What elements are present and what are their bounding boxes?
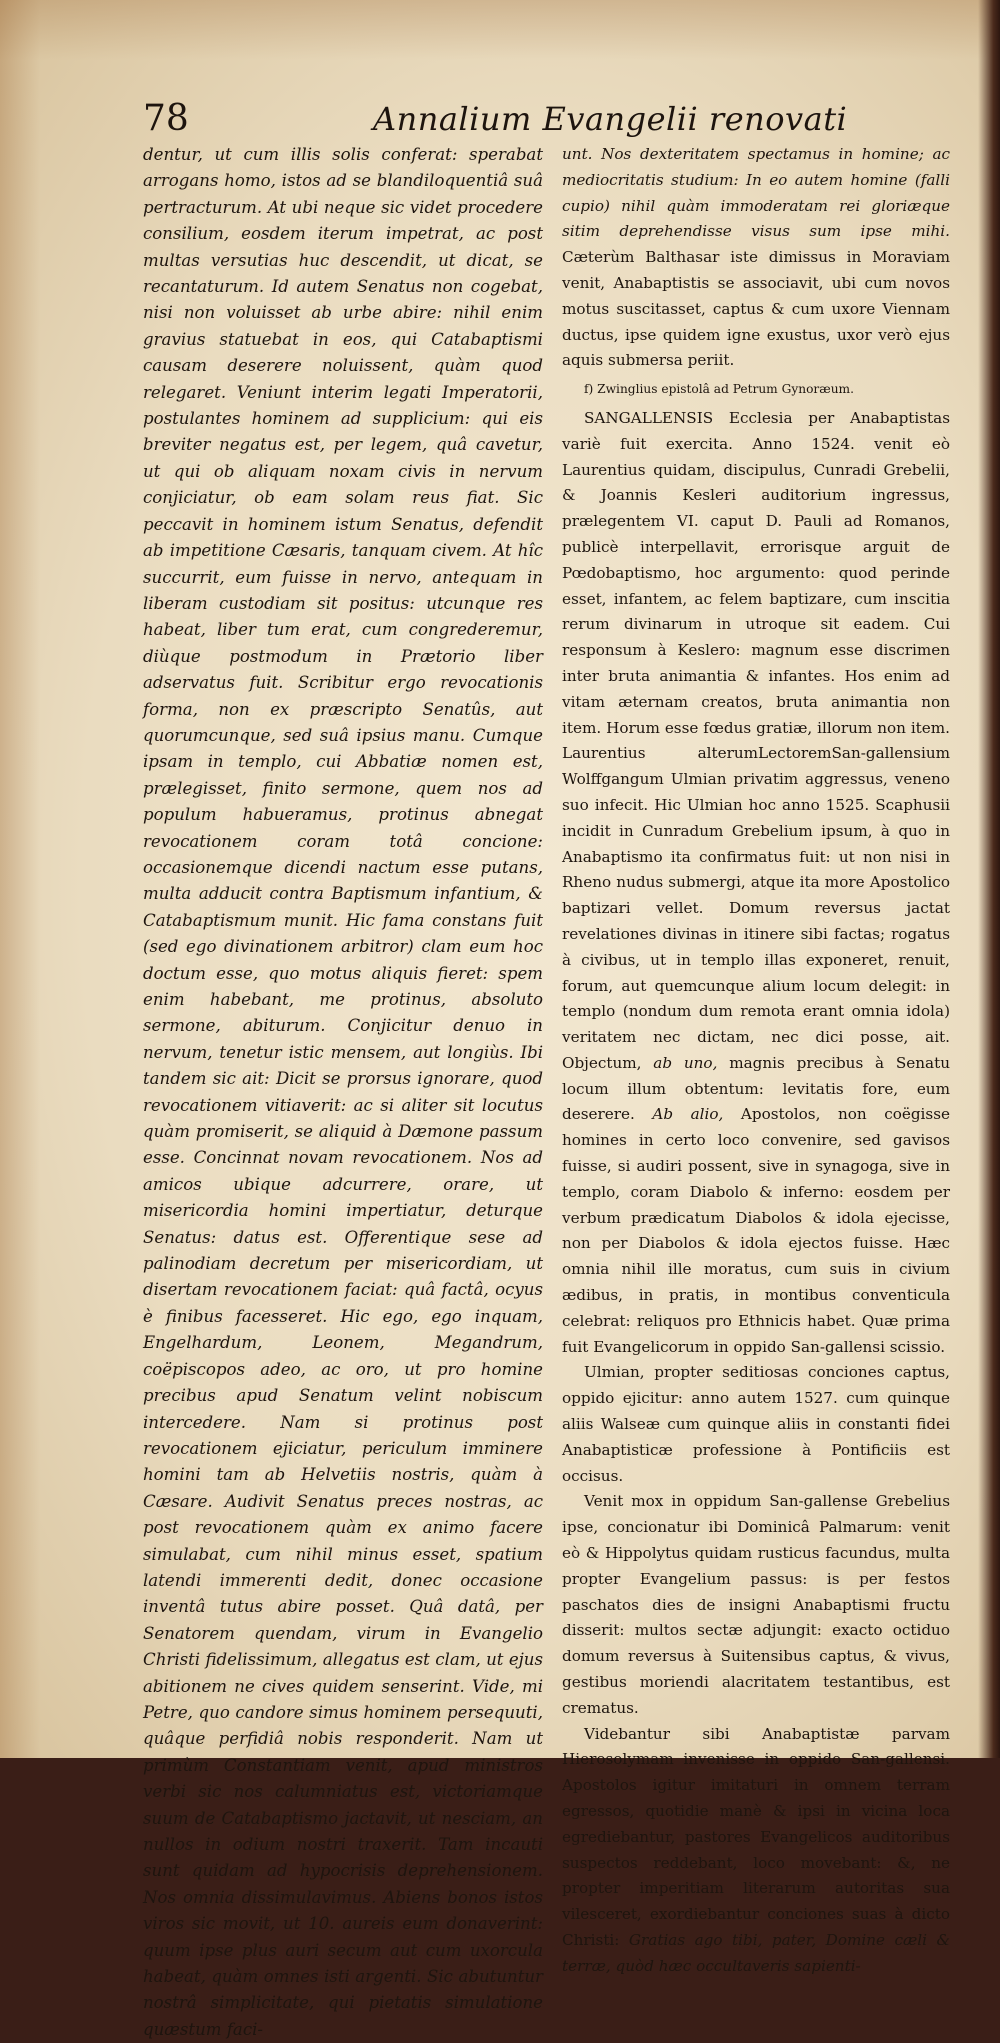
paragraph-2-italic-2: Ab alio, [634,1105,724,1124]
left-column [143,142,543,2039]
paragraph-2-a: SANGALLENSIS Ecclesia per Anabaptistas variè fuit exercita. Anno 1524. venit eò Laurentius quidam, discipulus, Cunradi Grebelii, & Joannis Kesleri auditorium ingressus, prælegentem VI. caput D. Pauli ad Romanos, publicè interpellavit, errorisque arguit de Pœdobaptismo, hoc argumento: quod perinde esset, infantem, ac felem baptizare, cum inscitia rerum divinarum in utroque sit eadem. Cui responsum à Keslero: magnum esse discrimen inter bruta animantia & infantes. Hos enim ad vitam æternam creatos, bruta animantia non item. Horum esse fœdus gratiæ, illorum non item. Laurentius alterumLectoremSan-gallensium Wolffgangum Ulmian privatim aggressus, veneno suo infecit. Hic Ulmian hoc anno 1525. Scaphusii incidit in Cunradum Grebelium ipsum, à quo in Anabaptismo ita confirmatus fuit: ut non nisi in Rheno nudus submergi, atque ita more Apostolico baptizari vellet. Domum reversus jactat revelationes divinas in itinere sibi factas; rogatus à civibus, ut in templo illas exponeret, renuit, forum, aut quemcunque alium locum delegit: in templo (nondum dum remota erant omnia idola) veritatem nec dictam, nec dici posse, ait. Objectum, [562,408,950,1072]
footnote: f) Zwinglius epistolâ ad Petrum Gynoræum. [584,382,854,397]
paragraph-2-italic-1: ab uno, [641,1053,718,1072]
paragraph-3: Ulmian, propter seditiosas conciones captus, oppido ejicitur: anno autem 1527. cum quinque aliis Walseæ cum quinque aliis in constanti fidei Anabaptisticæ professione à Pontificiis est occisus. [562,1363,950,1485]
page-number: 78 [143,98,189,139]
paragraph-5-a: Videbantur sibi Anabaptistæ parvam Hierosolymam invenisse in oppido San-gallensi. Apostolos igitur imitaturi in omnem terram egressos, quotidie manè & ipsi in vicina loca egrediebantur, pastores Evangelicos auditoribus suspectos reddebant, loco movebant: &, ne propter imperitiam literarum autoritas sua vilesceret, exordiebantur conciones suas à dicto Christi: [562,1724,950,1949]
paragraph-5 [562,1722,950,1980]
paragraph-5-italic: Gratias ago tibi, pater, Domine cæli & terræ, quòd hæc occultaveris sapienti- [562,1930,950,1975]
paragraph-4: Venit mox in oppidum San-gallense Grebelius ipse, concionatur ibi Dominicâ Palmarum: venit eò & Hippolytus quidam rusticus facundus, multa propter Evangelium passus: is per festos paschatos dies de insigni Anabaptismi fructu disserit: multos sectæ adjungit: exacto octiduo domum reversus à Suitensibus captus, & vivus, gestibus moriendi alacritatem testantibus, est crematus. [562,1492,950,1717]
page-binding-edge [978,0,1000,1758]
paragraph-1-roman: Cæterùm Balthasar iste dimissus in Moraviam venit, Anabaptistis se associavit, ubi cum novos motus suscitasset, captus & cum uxore Viennam ductus, ipse quidem igne exustus, uxor verò ejus aquis submersa periit. [562,248,950,370]
running-head: Annalium Evangelii renovati [373,100,848,138]
left-column-text: dentur, ut cum illis solis conferat: sperabat arrogans homo, istos ad se blandiloquentiâ suâ pertracturum. At ubi neque sic videt procedere consilium, eosdem iterum impetrat, ac post multas versutias huc descendit, ut dicat, se recantaturum. Id autem Senatus non cogebat, nisi non voluisset ab urbe abire: nihil enim gravius statuebat in eos, qui Catabaptismi causam deserere noluissent, quàm quod relegaret. Veniunt interim legati Imperatorii, postulantes hominem ad supplicium: qui eis breviter negatus est, per legem, quâ cavetur, ut qui ob aliquam noxam civis in nervum conjiciatur, ob eam solam reus fiat. Sic peccavit in hominem istum Senatus, defendit ab impetitione Cæsaris, tanquam civem. At hîc succurrit, eum fuisse in nervo, antequam in liberam custodiam sit positus: utcunque res habeat, liber tum erat, cum congrederemur, diùque postmodum in Prætorio liber adservatus fuit. Scribitur ergo revocationis forma, non ex præscripto Senatûs, aut quorumcunque, sed suâ ipsius manu. Cumque ipsam in templo, cui Abbatiæ nomen est, prælegisset, finito sermone, quem nos ad populum habueramus, protinus abnegat revocationem coram totâ concione: occasionemque dicendi nactum esse putans, multa adducit contra Baptismum infantium, & Catabaptismum munit. Hic fama constans fuit (sed ego divinationem arbitror) clam eum hoc doctum esse, quo motus aliquis fieret: spem enim habebant, me protinus, absoluto sermone, abiturum. Conjicitur denuo in nervum, tenetur istic mensem, aut longiùs. Ibi tandem sic ait: Dicit se prorsus ignorare, quod revocationem vitiaverit: ac si aliter sit locutus quàm promiserit, se aliquid à Dæmone passum esse. Concinnat novam revocationem. Nos ad amicos ubique adcurrere, orare, ut misericordia homini impertiatur, deturque Senatus: datus est. Offerentique sese ad palinodiam decretum per misericordiam, ut disertam revocationem faciat: quâ factâ, ocyus è finibus facesseret. Hic ego, ego inquam, Engelhardum, Leonem, Megandrum, coëpiscopos adeo, ac oro, ut pro homine precibus apud Senatum velint nobiscum intercedere. Nam si protinus post revocationem ejiciatur, periculum imminere homini tam ab Helvetiis nostris, quàm à Cæsare. Audivit Senatus preces nostras, ac post revocationem quàm ex animo facere simulabat, cum nihil minus esset, spatium latendi immerenti dedit, donec occasione inventâ tutus abire posset. Quâ datâ, per Senatorem quendam, virum in Evangelio Christi fidelissimum, allegatus est clam, ut ejus abitionem ne cives quidem senserint. Vide, mi Petre, quo candore simus hominem persequuti, quâque perfidiâ nobis responderit. Nam ut primùm Constantiam venit, apud ministros verbi sic nos calumniatus est, victoriamque suum de Catabaptismo jactavit, ut nesciam, an nullos in odium nostri traxerit. Tam incauti sunt quidam ad hypocrisis deprehensionem. Nos omnia dissimulavimus. Abiens bonos istos viros sic movit, ut 10. aureis eum donaverint: quum ipse plus auri secum aut cum uxorcula habeat, quàm omnes isti argenti. Sic abutuntur nostrâ simplicitate, qui pietatis simulatione quæstum faci- [143,145,543,2039]
paragraph-2-c: Apostolos, non coëgisse homines in certo loco convenire, sed gavisos fuisse, si audiri possent, sive in synagoga, sive in templo, coram Diabolo & inferno: eosdem per verbum prædicatum Diabolos & idola ejecisse, non per Diabolos & idola ejectos fuisse. Hæc omnia nihil ille moratus, cum suis in civium ædibus, in pratis, in montibus conventicula celebrat: reliquos pro Ethnicis habet. Quæ prima fuit Evangelicorum in oppido San-gallensi scissio. [562,1105,950,1356]
right-column [562,142,950,1975]
paragraph-1-italic: unt. Nos dexteritatem spectamus in homine; ac mediocritatis studium: In eo autem homine (falli cupio) nihil quàm immoderatam rei gloriæque sitim deprehendisse visus sum ipse mihi. [562,145,950,241]
paragraph-2 [562,406,950,1360]
page-header [143,98,933,142]
paragraph-2-b: magnis precibus à Senatu locum illum obtentum: levitatis fore, eum deserere. [562,1053,950,1124]
paragraph-1 [562,142,950,374]
page-stain-top [0,0,1000,60]
page-stain-left [0,0,40,1758]
